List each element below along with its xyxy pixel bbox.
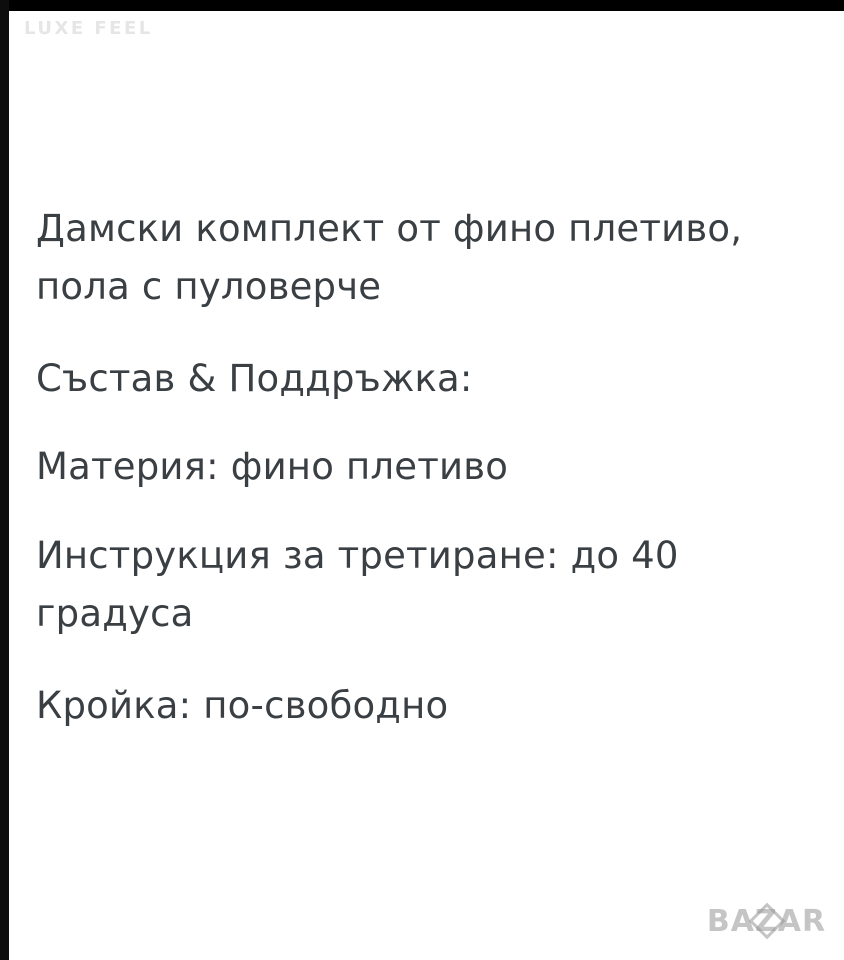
top-black-bar xyxy=(0,0,844,11)
left-edge-strip xyxy=(0,0,9,960)
paragraph-title: Дамски комплект от фино плетиво, пола с пуловерче xyxy=(36,207,743,309)
paragraph-care-instructions: Инструкция за третиране: до 40 градуса xyxy=(36,533,679,636)
bazar-watermark-label: BAZAR xyxy=(706,903,827,939)
paragraph-composition-heading: Състав & Поддръжка: xyxy=(36,356,473,400)
paragraph-fit: Кройка: по-свободно xyxy=(36,683,449,727)
bazar-watermark xyxy=(706,902,827,940)
brand-watermark: LUXE FEEL xyxy=(24,18,153,39)
paragraph-material: Материя: фино плетиво xyxy=(36,445,509,489)
description-text-block xyxy=(36,200,836,768)
